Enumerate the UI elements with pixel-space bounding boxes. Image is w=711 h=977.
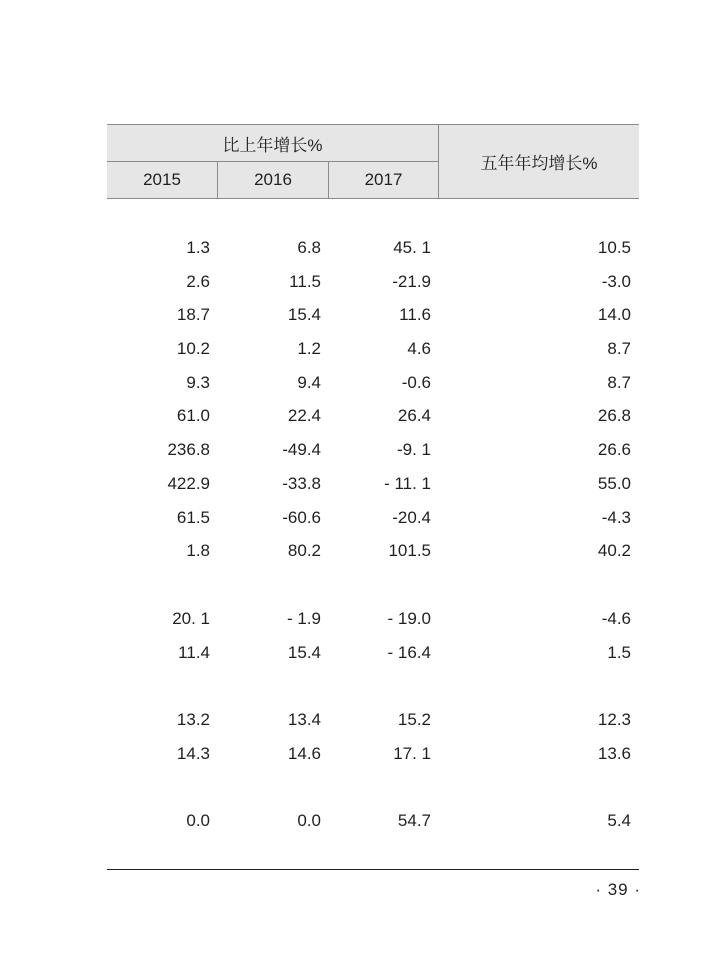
cell-2017: 11.6 <box>399 305 431 324</box>
cell-five-year-avg: 13.6 <box>597 744 631 763</box>
cell-five-year-avg: 5.4 <box>607 811 631 830</box>
cell-2016: 15.4 <box>287 643 321 662</box>
cell-2016: 9.4 <box>297 373 321 392</box>
page-number: · 39 · <box>595 880 641 899</box>
cell-2017: 26.4 <box>397 406 431 425</box>
cell-2016: 15.4 <box>287 305 321 324</box>
cell-2016: 11.5 <box>289 272 321 291</box>
cell-2017: 17. 1 <box>393 744 431 763</box>
table-row <box>107 265 639 299</box>
year-2015-header: 2015 <box>143 170 181 189</box>
table-row <box>107 501 639 535</box>
cell-five-year-avg: -3.0 <box>601 272 631 291</box>
cell-2017: -9. 1 <box>396 440 431 459</box>
cell-2015: 0.0 <box>186 811 210 830</box>
table-row <box>107 298 639 332</box>
cell-2016: 0.0 <box>297 811 321 830</box>
cell-five-year-avg: 14.0 <box>597 305 631 324</box>
cell-2017: -20.4 <box>392 508 431 527</box>
table-row <box>107 703 639 737</box>
growth-group-title: 比上年增长% <box>222 135 323 155</box>
cell-five-year-avg: 8.7 <box>607 373 631 392</box>
cell-five-year-avg: 1.5 <box>607 643 631 662</box>
table-row <box>107 467 639 501</box>
table-header <box>107 124 639 199</box>
cell-five-year-avg: 12.3 <box>597 710 631 729</box>
cell-2016: 13.4 <box>287 710 321 729</box>
cell-2015: 11.4 <box>178 643 210 662</box>
cell-2016: -49.4 <box>282 440 321 459</box>
cell-five-year-avg: 26.8 <box>597 406 631 425</box>
cell-2016: - 1.9 <box>286 609 321 628</box>
cell-2016: -60.6 <box>282 508 321 527</box>
table-bottom-rule <box>107 869 639 870</box>
table-row <box>107 366 639 400</box>
cell-2015: 10.2 <box>176 339 210 358</box>
cell-2015: 14.3 <box>176 744 210 763</box>
table-row <box>107 737 639 771</box>
cell-2015: 13.2 <box>176 710 210 729</box>
cell-2017: - 16.4 <box>387 643 431 662</box>
cell-2017: 4.6 <box>407 339 431 358</box>
cell-2015: 1.3 <box>186 238 210 257</box>
table-row <box>107 534 639 568</box>
cell-five-year-avg: 8.7 <box>607 339 631 358</box>
cell-2016: 14.6 <box>287 744 321 763</box>
cell-2017: 54.7 <box>397 811 431 830</box>
cell-2017: - 11. 1 <box>384 474 431 493</box>
cell-five-year-avg: 55.0 <box>597 474 631 493</box>
cell-2016: 22.4 <box>287 406 321 425</box>
cell-2017: 101.5 <box>388 541 431 560</box>
table-row <box>107 602 639 636</box>
table-row <box>107 332 639 366</box>
cell-five-year-avg: 10.5 <box>597 238 631 257</box>
table-row <box>107 433 639 467</box>
cell-five-year-avg: 40.2 <box>597 541 631 560</box>
cell-2015: 61.0 <box>176 406 210 425</box>
cell-five-year-avg: 26.6 <box>597 440 631 459</box>
cell-2017: - 19.0 <box>387 609 431 628</box>
cell-2017: -21.9 <box>392 272 431 291</box>
cell-2016: 80.2 <box>287 541 321 560</box>
cell-2015: 422.9 <box>167 474 210 493</box>
cell-2017: 15.2 <box>397 710 431 729</box>
year-2016-header: 2016 <box>254 170 292 189</box>
cell-2015: 9.3 <box>186 373 210 392</box>
cell-2015: 20. 1 <box>172 609 210 628</box>
table-row <box>107 804 639 838</box>
cell-2017: 45. 1 <box>393 238 431 257</box>
five-year-average-header: 五年年均增长% <box>480 154 598 173</box>
cell-five-year-avg: -4.6 <box>601 609 631 628</box>
cell-2016: 6.8 <box>297 238 321 257</box>
cell-2015: 61.5 <box>176 508 210 527</box>
cell-2016: 1.2 <box>297 339 321 358</box>
cell-2015: 18.7 <box>176 305 210 324</box>
cell-2015: 1.8 <box>186 541 210 560</box>
year-2017-header: 2017 <box>364 170 403 189</box>
cell-2016: -33.8 <box>282 474 321 493</box>
cell-2017: -0.6 <box>401 373 431 392</box>
cell-2015: 236.8 <box>167 440 210 459</box>
table-row <box>107 399 639 433</box>
cell-five-year-avg: -4.3 <box>601 508 631 527</box>
table-row <box>107 636 639 670</box>
cell-2015: 2.6 <box>186 272 210 291</box>
table-row <box>107 231 639 265</box>
